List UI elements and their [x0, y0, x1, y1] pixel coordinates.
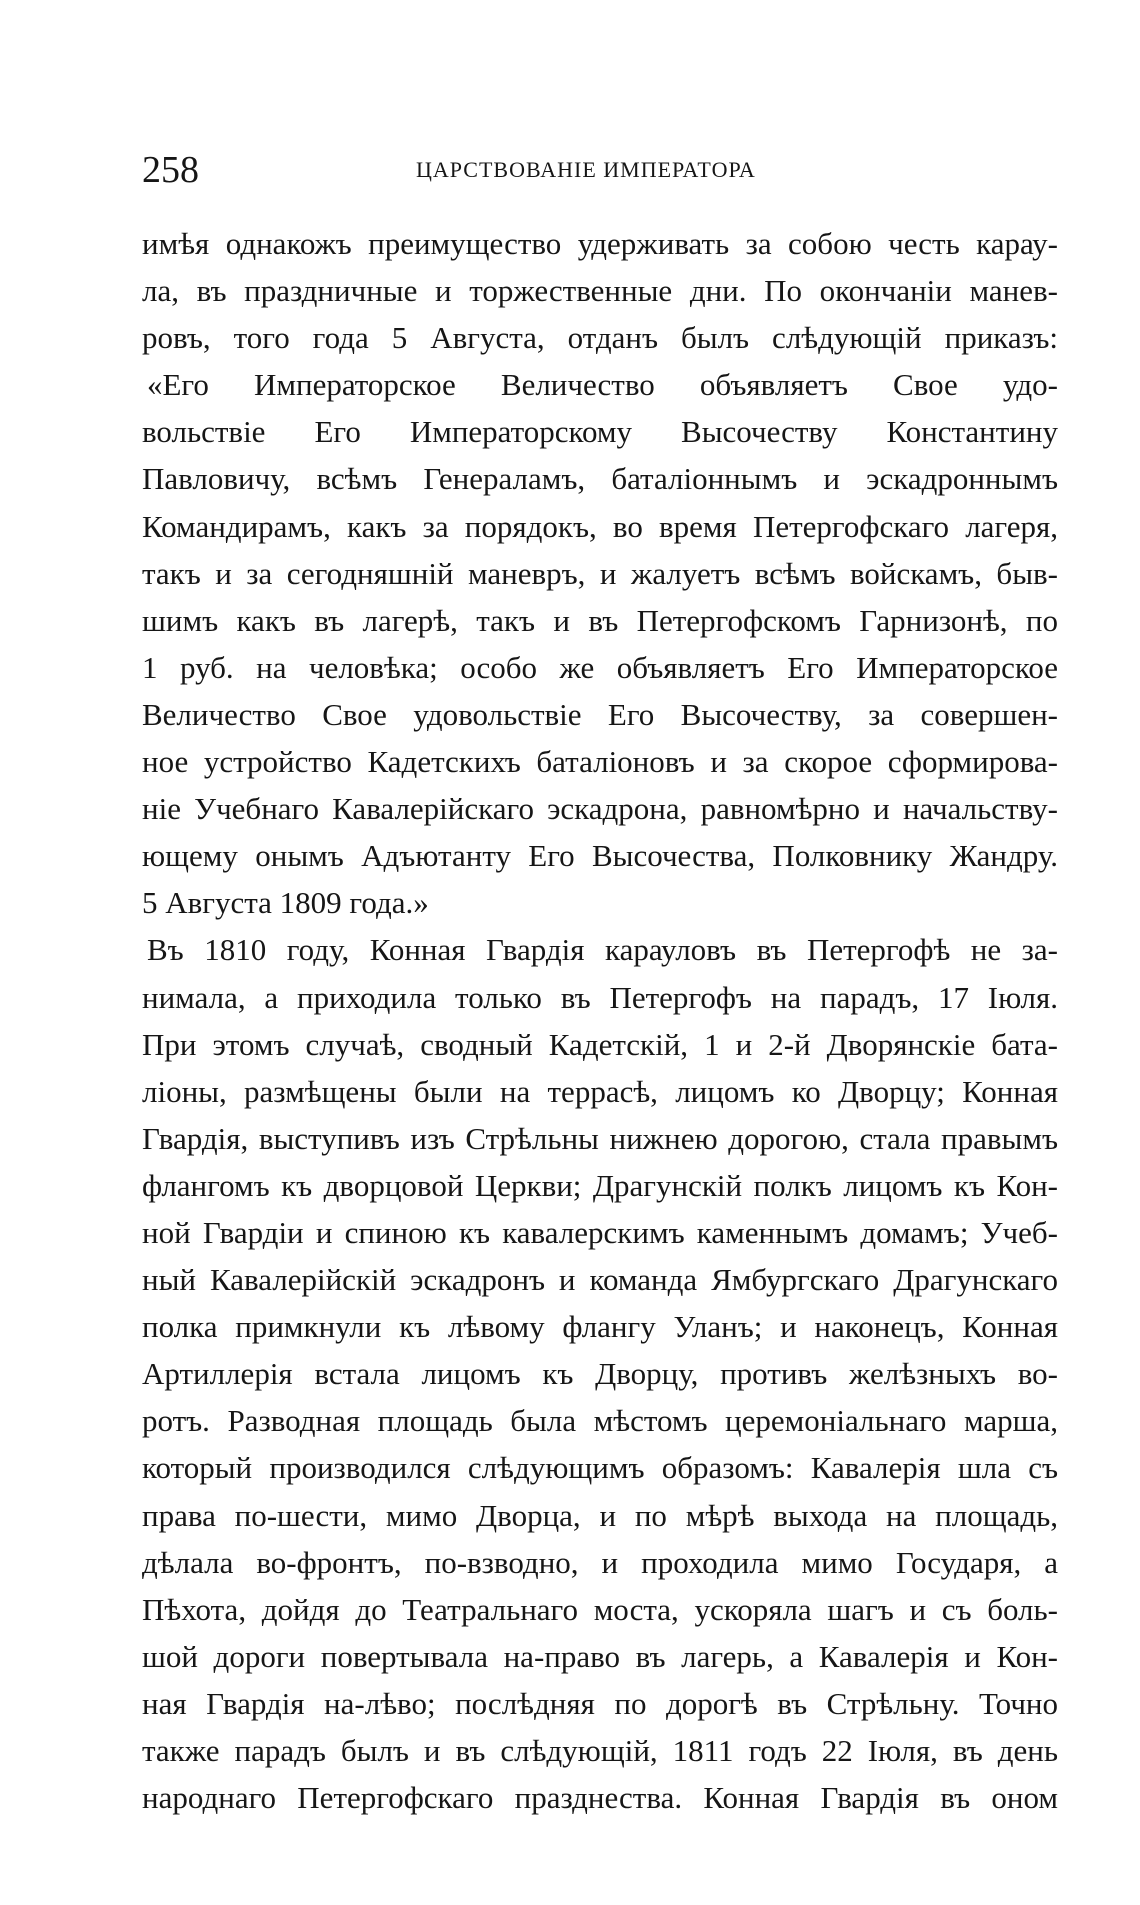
text-line: Пѣхота, дойдя до Театральнаго моста, ускоряла шагъ и съ боль- — [142, 1591, 1058, 1627]
text-line: ной Гвардіи и спиною къ кавалерскимъ каменнымъ домамъ; Учеб- — [142, 1214, 1058, 1250]
text-line: также парадъ былъ и въ слѣдующій, 1811 годъ 22 Іюля, въ день — [142, 1733, 1058, 1768]
text-line: Величество Свое удовольствіе Его Высочеству, за совершен- — [142, 696, 1058, 732]
text-line: ное устройство Кадетскихъ баталіоновъ и за скорое сформирова- — [142, 744, 1058, 780]
page-header — [142, 148, 1082, 198]
text-line: Павловичу, всѣмъ Генераламъ, баталіоннымъ и эскадроннымъ — [142, 461, 1058, 497]
text-line: Гвардія, выступивъ изъ Стрѣльны нижнею дорогою, стала правымъ — [142, 1120, 1058, 1156]
text-line: полка примкнули къ лѣвому флангу Уланъ; и наконецъ, Конная — [142, 1309, 1058, 1345]
text-line: нимала, а приходила только въ Петергофъ на парадъ, 17 Іюля. — [142, 979, 1058, 1015]
text-line: Въ 1810 году, Конная Гвардія карауловъ въ Петергофѣ не за- — [147, 932, 1058, 968]
text-line: ліоны, размѣщены были на террасѣ, лицомъ ко Дворцу; Конная — [142, 1073, 1058, 1109]
text-line: ровъ, того года 5 Августа, отданъ былъ слѣдующій приказъ: — [142, 320, 1058, 356]
text-line: ніе Учебнаго Кавалерійскаго эскадрона, равномѣрно и начальству- — [142, 791, 1058, 827]
text-line: 1 руб. на человѣка; особо же объявляетъ Его Императорское — [142, 649, 1058, 685]
text-line: шимъ какъ въ лагерѣ, такъ и въ Петергофскомъ Гарнизонѣ, по — [142, 602, 1058, 638]
text-line: вольствіе Его Императорскому Высочеству Константину — [142, 414, 1058, 450]
text-line: ная Гвардія на-лѣво; послѣдняя по дорогѣ въ Стрѣльну. Точно — [142, 1685, 1058, 1721]
text-line: Командирамъ, какъ за порядокъ, во время Петергофскаго лагеря, — [142, 508, 1058, 544]
text-line: 5 Августа 1809 года.» — [142, 885, 429, 921]
text-line: «Его Императорское Величество объявляетъ Свое удо- — [147, 367, 1058, 403]
text-line: такъ и за сегодняшній маневръ, и жалуетъ всѣмъ войскамъ, быв- — [142, 555, 1058, 591]
text-line: ротъ. Разводная площадь была мѣстомъ церемоніальнаго марша, — [142, 1403, 1058, 1439]
text-line: народнаго Петергофскаго празднества. Конная Гвардія въ оном — [142, 1780, 1058, 1816]
page-number: 258 — [142, 149, 199, 191]
text-line: имѣя однакожъ преимущество удерживать за собою честь карау- — [142, 226, 1058, 261]
text-line: который производился слѣдующимъ образомъ: Кавалерія шла съ — [142, 1450, 1058, 1486]
text-line: дѣлала во-фронтъ, по-взводно, и проходила мимо Государя, а — [142, 1544, 1058, 1580]
text-line: При этомъ случаѣ, сводный Кадетскій, 1 и 2-й Дворянскіе бата- — [142, 1026, 1058, 1062]
running-title: ЦАРСТВОВАНІЕ ИМПЕРАТОРА — [416, 157, 756, 182]
text-line: ла, въ праздничные и торжественные дни. По окончаніи манев- — [142, 273, 1058, 309]
body-text — [142, 220, 1058, 1821]
text-line: права по-шести, мимо Дворца, и по мѣрѣ выхода на площадь, — [142, 1497, 1058, 1533]
text-line: ный Кавалерійскій эскадронъ и команда Ямбургскаго Драгунскаго — [142, 1262, 1058, 1298]
text-line: Артиллерія встала лицомъ къ Дворцу, противъ желѣзныхъ во- — [142, 1356, 1058, 1392]
text-line: флангомъ къ дворцовой Церкви; Драгунскій полкъ лицомъ къ Кон- — [142, 1167, 1058, 1203]
text-line: шой дороги повертывала на-право въ лагерь, а Кавалерія и Кон- — [142, 1638, 1058, 1674]
text-line: ющему онымъ Адъютанту Его Высочества, Полковнику Жандру. — [142, 838, 1058, 874]
